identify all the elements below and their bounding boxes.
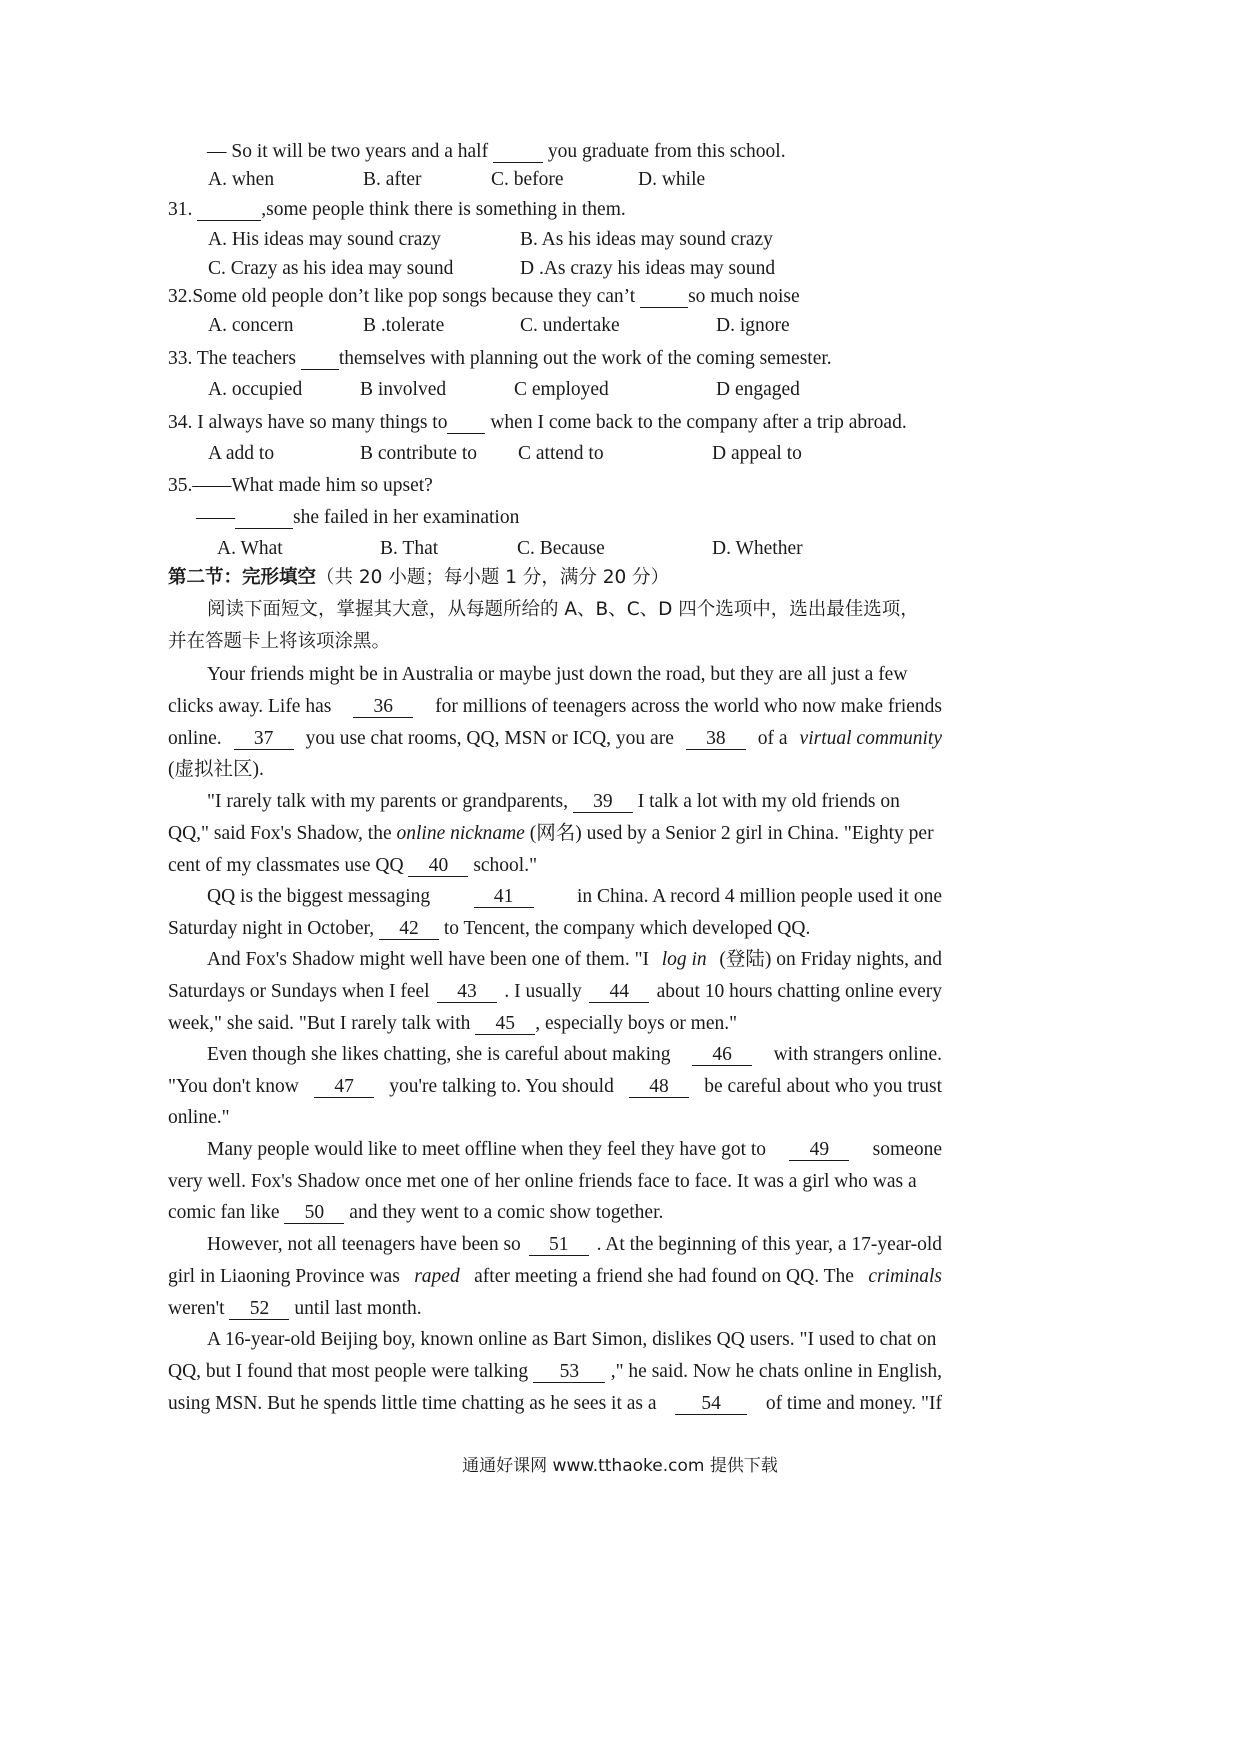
q35-option-c: C. Because — [517, 538, 605, 559]
q32-option-b: B .tolerate — [363, 315, 445, 336]
passage-line: cent of my classmates use QQ 40 school." — [168, 855, 538, 876]
blank-50: 50 — [284, 1203, 344, 1224]
q30-option-b: B. after — [363, 169, 422, 190]
passage-line: "I rarely talk with my parents or grandparents, 39 I talk a lot with my old friends on — [207, 791, 900, 812]
q33-option-a: A. occupied — [208, 379, 303, 400]
q35-stem: 35.——What made him so upset? — [168, 475, 433, 496]
section-instruction-1: 阅读下面短文，掌握其大意，从每题所给的 A、B、C、D 四个选项中，选出最佳选项， — [207, 599, 919, 620]
passage-line: very well. Fox's Shadow once met one of her online friends face to face. It was a girl who was a — [168, 1171, 917, 1192]
q34-option-c: C attend to — [518, 443, 604, 464]
q30-option-c: C. before — [491, 169, 564, 190]
page-footer: 通通好课网 www.tthaoke.com 提供下载 — [462, 1456, 778, 1476]
passage-line: Saturday night in October, 42 to Tencent, the company which developed QQ. — [168, 918, 811, 939]
blank-40: 40 — [408, 856, 468, 877]
passage-line: week," she said. "But I rarely talk with 45 , especially boys or men." — [168, 1013, 738, 1034]
q35-blank — [235, 508, 293, 529]
blank-53: 53 — [533, 1362, 605, 1383]
q34-option-d: D appeal to — [712, 443, 802, 464]
passage-line: "You don't know 47 you're talking to. You should 48 be careful about who you trust — [168, 1076, 942, 1097]
q35-reply: —— she failed in her examination — [196, 507, 520, 528]
section-title: 第二节：完形填空 — [168, 567, 317, 588]
q30-option-d: D. while — [638, 169, 706, 190]
passage-line: QQ is the biggest messaging 41 in China. A record 4 million people used it one — [207, 886, 942, 907]
q32-option-d: D. ignore — [716, 315, 790, 336]
passage-line: clicks away. Life has 36 for millions of teenagers across the world who now make friends — [168, 696, 942, 717]
passage-line: (虚拟社区). — [168, 759, 264, 780]
passage-line: However, not all teenagers have been so 51 . At the beginning of this year, a 17-year-old — [207, 1234, 942, 1255]
blank-46: 46 — [692, 1045, 752, 1066]
q31-option-b: B. As his ideas may sound crazy — [520, 229, 773, 250]
passage-line: A 16-year-old Beijing boy, known online as Bart Simon, dislikes QQ users. "I used to chat on — [207, 1329, 937, 1350]
q31-option-c: C. Crazy as his idea may sound — [208, 258, 454, 279]
q35-option-d: D. Whether — [712, 538, 803, 559]
q34-blank — [447, 413, 485, 434]
q33-blank — [301, 349, 339, 370]
passage-line: And Fox's Shadow might well have been one of them. "I log in (登陆) on Friday nights, and — [207, 949, 942, 970]
q33-stem: 33. The teachers themselves with planning out the work of the coming semester. — [168, 348, 832, 369]
q33-option-c: C employed — [514, 379, 609, 400]
q32-stem: 32.Some old people don’t like pop songs because they can’t so much noise — [168, 286, 800, 307]
q32-option-a: A. concern — [208, 315, 294, 336]
q33-option-b: B involved — [360, 379, 447, 400]
q32-option-c: C. undertake — [520, 315, 620, 336]
passage-line: QQ," said Fox's Shadow, the online nickname (网名) used by a Senior 2 girl in China. "Eighty per — [168, 823, 934, 844]
q34-stem: 34. I always have so many things to when I come back to the company after a trip abroad. — [168, 412, 907, 433]
blank-52: 52 — [229, 1299, 289, 1320]
q34-option-a: A add to — [208, 443, 275, 464]
blank-42: 42 — [379, 919, 439, 940]
passage-line: comic fan like 50 and they went to a comic show together. — [168, 1202, 664, 1223]
blank-48: 48 — [629, 1077, 689, 1098]
section-instruction-2: 并在答题卡上将该项涂黑。 — [168, 631, 391, 652]
q33-option-d: D engaged — [716, 379, 800, 400]
blank-47: 47 — [314, 1077, 374, 1098]
q30-blank — [493, 142, 543, 163]
blank-51: 51 — [529, 1235, 589, 1256]
q31-blank — [197, 200, 261, 221]
passage-line: using MSN. But he spends little time chatting as he sees it as a 54 of time and money. "If — [168, 1393, 942, 1414]
passage-line: Even though she likes chatting, she is careful about making 46 with strangers online. — [207, 1044, 942, 1065]
passage-line: QQ, but I found that most people were talking 53 ," he said. Now he chats online in English, — [168, 1361, 942, 1382]
q34-option-b: B contribute to — [360, 443, 477, 464]
blank-43: 43 — [437, 982, 497, 1003]
blank-38: 38 — [686, 729, 746, 750]
q35-option-b: B. That — [380, 538, 439, 559]
q30-option-a: A. when — [208, 169, 275, 190]
passage-line: weren't 52 until last month. — [168, 1298, 422, 1319]
q31-stem: 31. ,some people think there is something in them. — [168, 199, 626, 220]
blank-41: 41 — [474, 887, 534, 908]
passage-line: Saturdays or Sundays when I feel 43 . I usually 44 about 10 hours chatting online every — [168, 981, 942, 1002]
q31-option-d: D .As crazy his ideas may sound — [520, 258, 776, 279]
blank-37: 37 — [234, 729, 294, 750]
blank-54: 54 — [675, 1394, 747, 1415]
passage-line: online. 37 you use chat rooms, QQ, MSN or ICQ, you are 38 of a virtual community — [168, 728, 942, 749]
q35-option-a: A. What — [217, 538, 283, 559]
passage-line: Many people would like to meet offline when they feel they have got to 49 someone — [207, 1139, 942, 1160]
blank-36: 36 — [353, 697, 413, 718]
blank-45: 45 — [475, 1014, 535, 1035]
q32-blank — [640, 287, 688, 308]
section-heading — [168, 569, 669, 588]
q30-line: — So it will be two years and a half you graduate from this school. — [207, 141, 786, 162]
passage-line: online." — [168, 1107, 230, 1128]
blank-39: 39 — [573, 792, 633, 813]
blank-49: 49 — [789, 1140, 849, 1161]
q31-option-a: A. His ideas may sound crazy — [208, 229, 441, 250]
section-note: （共 20 小题；每小题 1 分，满分 20 分） — [316, 567, 670, 588]
passage-line: girl in Liaoning Province was raped after meeting a friend she had found on QQ. The criminals — [168, 1266, 942, 1287]
passage-line: Your friends might be in Australia or maybe just down the road, but they are all just a few — [207, 664, 908, 685]
blank-44: 44 — [589, 982, 649, 1003]
